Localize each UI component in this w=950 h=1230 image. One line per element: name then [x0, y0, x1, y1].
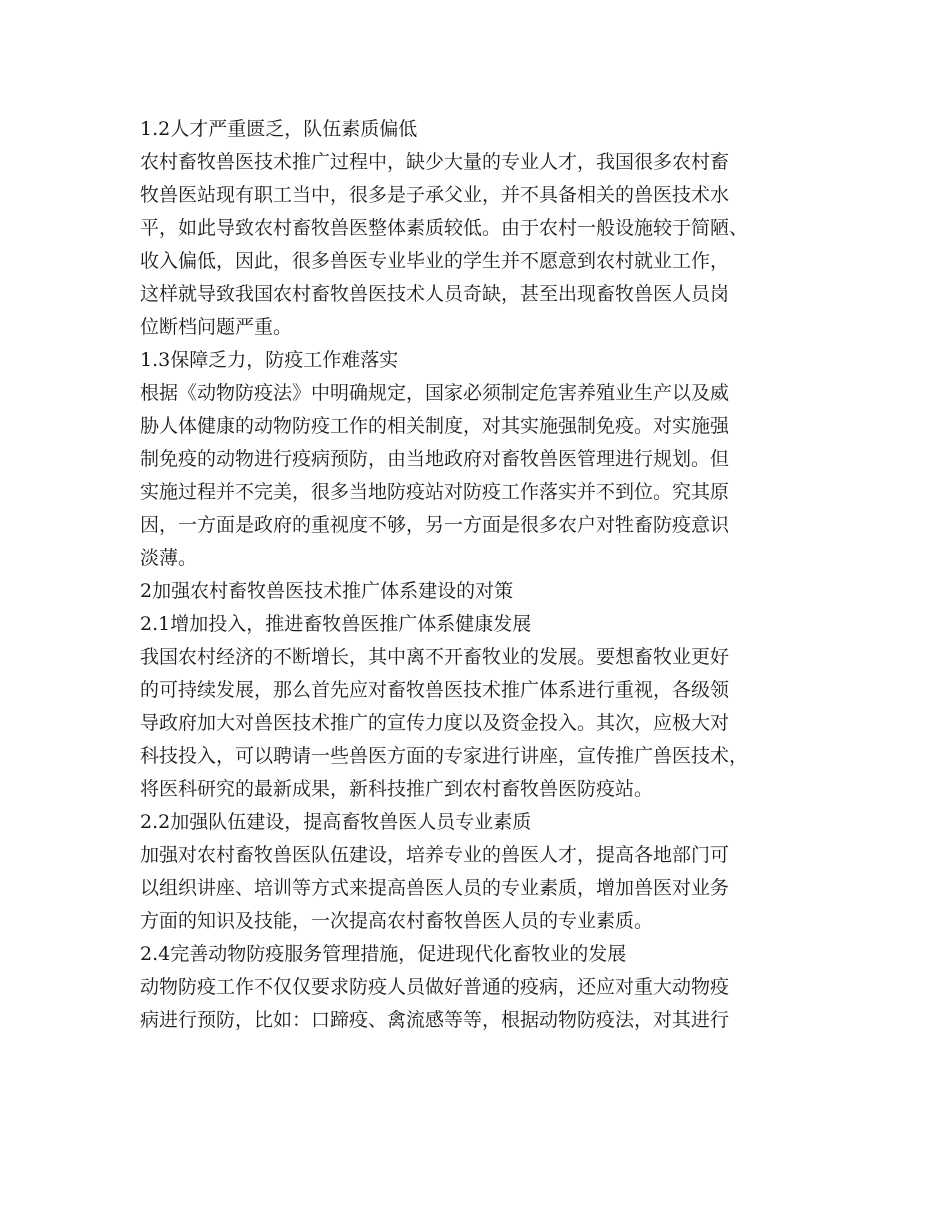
- paragraph-line: 根据《动物防疫法》中明确规定，国家必须制定危害养殖业生产以及威: [140, 382, 730, 404]
- section-heading-2-2: 2.2加强队伍建设，提高畜牧兽医人员专业素质: [140, 811, 532, 833]
- paragraph-line: 的可持续发展，那么首先应对畜牧兽医技术推广体系进行重视，各级领: [140, 679, 730, 701]
- paragraph-line: 方面的知识及技能，一次提高农村畜牧兽医人员的专业素质。: [140, 910, 654, 932]
- paragraph-line: 农村畜牧兽医技术推广过程中，缺少大量的专业人才，我国很多农村畜: [140, 151, 730, 173]
- paragraph-line: 制免疫的动物进行疫病预防，由当地政府对畜牧兽医管理进行规划。但: [140, 448, 730, 470]
- paragraph-line: 将医科研究的最新成果，新科技推广到农村畜牧兽医防疫站。: [140, 778, 654, 800]
- section-heading-2-4: 2.4完善动物防疫服务管理措施，促进现代化畜牧业的发展: [140, 943, 627, 965]
- paragraph-line: 淡薄。: [140, 547, 198, 569]
- paragraph-line: 平，如此导致农村畜牧兽医整体素质较低。由于农村一般设施较于简陋、: [140, 217, 749, 239]
- paragraph-line: 科技投入，可以聘请一些兽医方面的专家进行讲座，宣传推广兽医技术，: [140, 745, 749, 767]
- paragraph-line: 牧兽医站现有职工当中，很多是子承父业，并不具备相关的兽医技术水: [140, 184, 730, 206]
- section-heading-2-1: 2.1增加投入，推进畜牧兽医推广体系健康发展: [140, 613, 532, 635]
- paragraph-line: 加强对农村畜牧兽医队伍建设，培养专业的兽医人才，提高各地部门可: [140, 844, 730, 866]
- paragraph-line: 我国农村经济的不断增长，其中离不开畜牧业的发展。要想畜牧业更好: [140, 646, 730, 668]
- paragraph-line: 以组织讲座、培训等方式来提高兽医人员的专业素质，增加兽医对业务: [140, 877, 730, 899]
- paragraph-line: 导政府加大对兽医技术推广的宣传力度以及资金投入。其次，应极大对: [140, 712, 730, 734]
- paragraph-line: 胁人体健康的动物防疫工作的相关制度，对其实施强制免疫。对实施强: [140, 415, 730, 437]
- paragraph-line: 病进行预防，比如：口蹄疫、禽流感等等，根据动物防疫法，对其进行: [140, 1009, 730, 1031]
- document-body: [140, 113, 820, 1037]
- paragraph-line: 动物防疫工作不仅仅要求防疫人员做好普通的疫病，还应对重大动物疫: [140, 976, 730, 998]
- section-heading-2: 2加强农村畜牧兽医技术推广体系建设的对策: [140, 580, 514, 602]
- paragraph-line: 位断档问题严重。: [140, 316, 293, 338]
- paragraph-line: 实施过程并不完美，很多当地防疫站对防疫工作落实并不到位。究其原: [140, 481, 730, 503]
- paragraph-line: 因，一方面是政府的重视度不够，另一方面是很多农户对牲畜防疫意识: [140, 514, 730, 536]
- section-heading-1-2: 1.2人才严重匮乏，队伍素质偏低: [140, 118, 418, 140]
- paragraph-line: 收入偏低，因此，很多兽医专业毕业的学生并不愿意到农村就业工作，: [140, 250, 730, 272]
- section-heading-1-3: 1.3保障乏力，防疫工作难落实: [140, 349, 399, 371]
- paragraph-line: 这样就导致我国农村畜牧兽医技术人员奇缺，甚至出现畜牧兽医人员岗: [140, 283, 730, 305]
